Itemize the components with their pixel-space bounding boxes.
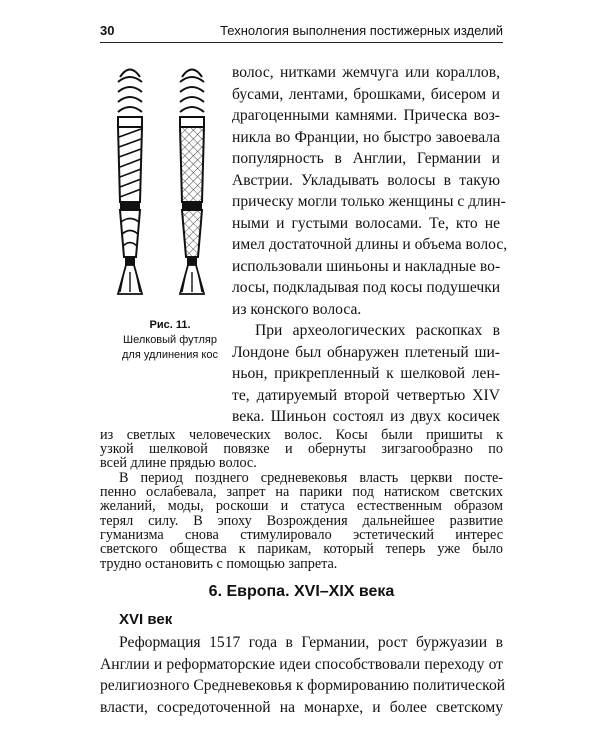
text-line: волос, нитками жемчуга или кораллов, [232,64,500,81]
text-line: века. Шиньон состоял из двух косичек [232,408,500,425]
paragraph-start-line: В период позднего средневековья власть церкви посте- [119,469,503,486]
right-braid-case [180,70,204,295]
text-line: из светлых человеческих волос. Косы были пришиты к [100,426,503,443]
text-line: из конского волоса. [232,300,362,318]
text-line: имел достаточной длины и объема волос, [232,236,508,253]
figure-silk-braid-case [100,62,232,362]
text-line: лосы, подкладывая под косы подушечки [232,279,501,296]
text-line: ньон, прикрепленный к шелковой лен- [232,365,500,382]
text-line: религиозного Средневековья к формированию политической [100,677,506,694]
running-title: Технология выполнения постижерных изделий [220,23,503,38]
text-line: Лондоне был обнаружен плетеный ши- [232,343,500,361]
text-line: бусами, лентами, брошками, бисером и [232,85,500,103]
section-title: 6. Европа. XVI–XIX века [208,583,395,600]
text-line: те, датируемый второй четвертью XIV [232,386,500,404]
text-line: Англии и реформаторские идеи способствовали переходу от [100,655,503,673]
text-line: Австрии. Укладывать волосы в такую [232,171,500,189]
page-header [100,22,503,43]
braid-case-illustration [100,62,232,312]
text-line: драгоценными камнями. Прическа воз- [232,107,500,124]
text-line: светского общества к парикам, который теперь уже было [100,541,503,558]
text-line: гуманизма снова стимулировало эстетический интерес [100,526,503,543]
subheading: XVI век [119,611,173,628]
text-line: терял силу. В эпоху Возрождения дальнейшее развитие [100,512,503,529]
caption-line: для удлинения кос [122,349,218,361]
text-line: популярность в Англии, Германии и [232,150,500,167]
text-line: всей длине прядью волос. [100,455,257,472]
text-line: желаний, моды, роскоши и статуса естественным образом [100,498,503,515]
text-line: власти, сосредоточенной на монархе, и более светскому [100,698,503,716]
text-line: ными и густыми волосами. Те, кто не [232,214,500,232]
left-braid-case [118,70,142,295]
text-line: прическу могли только женщины с длин- [232,193,506,210]
text-line: пенно ослабевала, запрет на парики под натиском светских [100,483,503,500]
text-line: узкой шелковой повязке и обернуты зигзагообразно по [100,440,503,457]
page-number: 30 [100,23,115,38]
text-line: трудно остановить с помощью запрета. [100,555,338,572]
text-line: никла во Франции, но быстро завоевала [232,128,500,146]
paragraph-start-line: При археологических раскопках в [255,322,500,339]
figure-caption [100,318,240,363]
figure-label: Рис. 11. [149,319,191,331]
text-line: использовали шиньоны и накладные во- [232,257,501,275]
caption-line: Шелковый футляр [123,334,217,346]
paragraph-start-line: Реформация 1517 года в Германии, рост буржуазии в [119,634,503,651]
